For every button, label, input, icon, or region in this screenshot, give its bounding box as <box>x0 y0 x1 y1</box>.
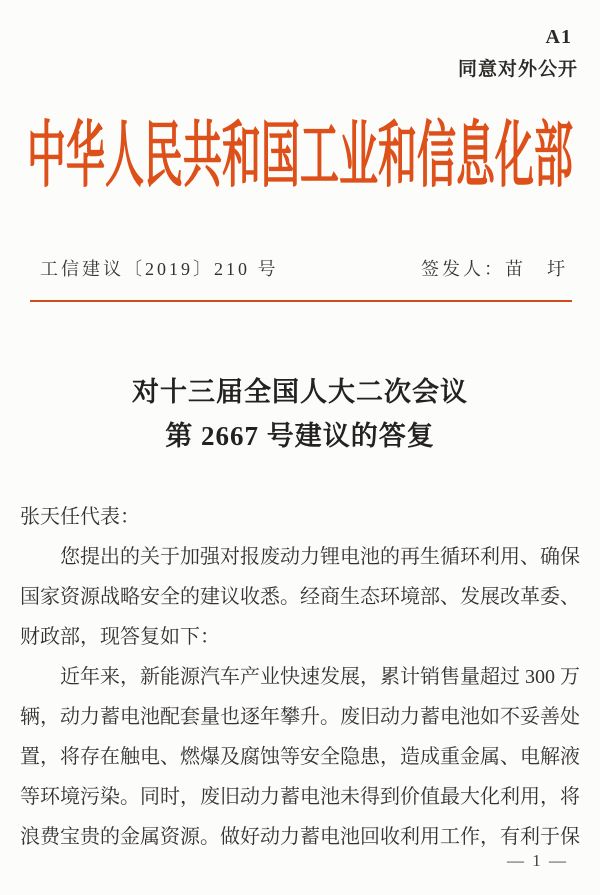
body-line: 国家资源战略安全的建议收悉。经商生态环境部、发展改革委、 <box>20 586 580 608</box>
disclosure-note: 同意对外公开 <box>457 59 578 80</box>
corner-mark: A1 <box>545 26 572 48</box>
body-line: 等环境污染。同时，废旧动力蓄电池未得到价值最大化利用，将 <box>20 786 580 808</box>
doc-number: 工信建议〔2019〕210 号 <box>40 259 279 279</box>
body-line: 财政部，现答复如下： <box>20 626 220 648</box>
body-line: 置，将存在触电、燃爆及腐蚀等安全隐患，造成重金属、电解液 <box>20 746 580 768</box>
salutation-line: 张天任代表： <box>20 506 140 528</box>
body-line: 辆，动力蓄电池配套量也逐年攀升。废旧动力蓄电池如不妥善处 <box>20 706 580 728</box>
title-line-2: 第 2667 号建议的答复 <box>165 421 435 451</box>
agency-masthead <box>0 118 600 198</box>
document-body <box>20 497 580 857</box>
document-title <box>0 370 600 458</box>
docinfo-row <box>0 252 600 284</box>
body-line: 浪费宝贵的金属资源。做好动力蓄电池回收利用工作，有利于保 <box>20 826 580 848</box>
agency-name-text: 中华人民共和国工业和信息化部 <box>26 117 573 197</box>
body-line: 近年来，新能源汽车产业快速发展，累计销售量超过 300 万 <box>60 666 580 688</box>
signer: 签发人：苗 圩 <box>421 259 568 279</box>
body-line: 您提出的关于加强对报废动力锂电池的再生循环利用、确保 <box>60 546 580 568</box>
page-number: — 1 — <box>507 851 568 870</box>
red-divider-rule <box>30 300 572 302</box>
title-line-1: 对十三届全国人大二次会议 <box>132 377 468 407</box>
